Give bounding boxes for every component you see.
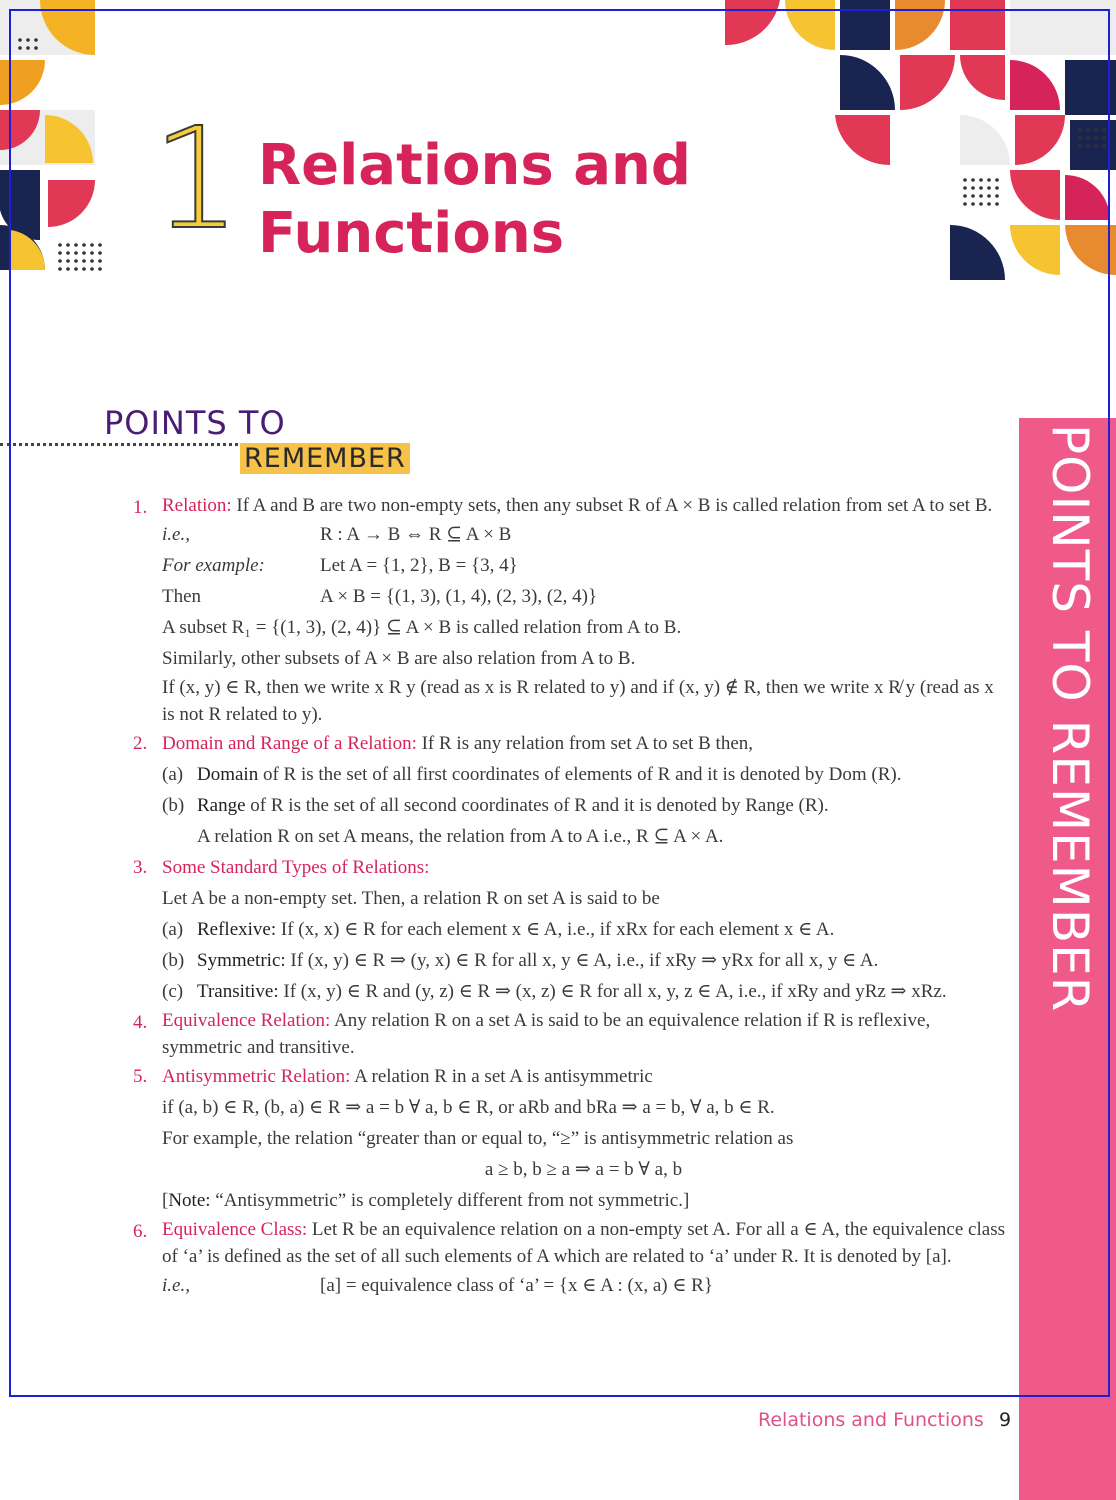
ie-label: i.e.,: [162, 524, 190, 545]
subpoint-text: of R is the set of all second coordinates of R and it is denoted by Range (R).: [245, 795, 829, 816]
section-heading-highlight: REMEMBER: [240, 443, 410, 474]
subpoint-text: of R is the set of all first coordinates of elements of R and it is denoted by Dom (R).: [258, 764, 902, 785]
then-value: A × B = {(1, 3), (1, 4), (2, 3), (2, 4)}: [320, 586, 598, 607]
example-row: [162, 550, 1005, 581]
point-number: 3.: [133, 857, 148, 878]
point-5: [133, 1061, 1005, 1216]
subpoint-c: [162, 976, 1005, 1007]
example-value: Let A = {1, 2}, B = {3, 4}: [320, 555, 518, 576]
dotted-divider: [0, 443, 238, 446]
section-heading: POINTS TO: [104, 404, 286, 442]
point-term: Some Standard Types of Relations:: [162, 857, 430, 878]
subpoint-a: [162, 759, 1005, 790]
chapter-title: [258, 132, 691, 268]
subpoint-label: (a): [162, 764, 184, 785]
ie-value: [a] = equivalence class of ‘a’ = {x ∈ A : (x, a) ∈ R}: [320, 1275, 713, 1296]
subpoint-term: Symmetric:: [197, 950, 286, 971]
point-line: Similarly, other subsets of A × B are also relation from A to B.: [162, 648, 636, 669]
point-text: A relation R in a set A is antisymmetric: [350, 1066, 653, 1087]
formula: a ≥ b, b ≥ a ⇒ a = b ∀ a, b: [484, 1159, 683, 1180]
subpoint-label: (c): [162, 981, 184, 1002]
subpoint-label: (b): [162, 795, 185, 816]
ie-value: R : A → B ⇔ R ⊆ A × B: [320, 524, 512, 545]
side-label: [1019, 418, 1116, 1038]
subpoint-text: If (x, y) ∈ R ⇒ (y, x) ∈ R for all x, y ∈ A, i.e., if xRy ⇒ yRx for all x, y ∈ A.: [285, 950, 879, 971]
point-number: 4.: [133, 1012, 148, 1033]
point-line: For example, the relation “greater than or equal to, “≥” is antisymmetric relation as: [162, 1128, 794, 1149]
point-term: Relation:: [162, 495, 232, 516]
point-term: Domain and Range of a Relation:: [162, 733, 417, 754]
ie-row: [162, 1270, 1005, 1301]
top-left-decoration: [0, 0, 130, 280]
subpoint-label: (a): [162, 919, 184, 940]
point-text: Any relation R on a set A is said to be an equivalence relation if R is reflexive, symmetric and transitive.: [162, 1010, 931, 1058]
ie-label: i.e.,: [162, 1275, 190, 1296]
subpoint-term: Reflexive:: [197, 919, 277, 940]
subpoint-b: [162, 790, 1005, 821]
subpoint-a: [162, 914, 1005, 945]
point-number: 6.: [133, 1221, 148, 1242]
point-4: [133, 1007, 1005, 1061]
subpoint-term: Range: [197, 795, 246, 816]
example-label: For example:: [162, 555, 265, 576]
ie-row: [162, 519, 1005, 550]
point-number: 5.: [133, 1066, 148, 1087]
point-term: Antisymmetric Relation:: [162, 1066, 351, 1087]
then-row: [162, 581, 1005, 612]
top-right-decoration: [725, 0, 1116, 280]
point-number: 2.: [133, 733, 148, 754]
chapter-number: 1: [152, 98, 242, 261]
side-label-text: POINTS TO REMEMBER: [1041, 424, 1099, 1013]
point-number: 1.: [133, 497, 148, 518]
point-text: Let R be an equivalence relation on a non-empty set A. For all a ∈ A, the equivalence class of ‘a’ is defined as the set of all such elements of A which are related to ‘a’ under R. It is denoted by [a].: [162, 1219, 1005, 1267]
subpoint-text: If (x, y) ∈ R and (y, z) ∈ R ⇒ (x, z) ∈ R for all x, y, z ∈ A, i.e., if xRy and yRz ⇒ xRz.: [278, 981, 947, 1002]
note-bracket: [: [162, 1190, 169, 1211]
subpoint-text: If (x, x) ∈ R for each element x ∈ A, i.e., if xRx for each element x ∈ A.: [276, 919, 835, 940]
point-text: Let A be a non-empty set. Then, a relation R on set A is said to be: [162, 888, 660, 909]
subpoint-term: Domain: [197, 764, 259, 785]
chapter-title-line1: Relations and: [258, 133, 691, 198]
point-6: [133, 1216, 1005, 1301]
note-text: “Antisymmetric” is completely different from not symmetric.]: [210, 1190, 690, 1211]
point-line: A subset R₁ = {(1, 3), (2, 4)} ⊆ A × B is called relation from A to B.: [162, 617, 682, 638]
point-line: if (a, b) ∈ R, (b, a) ∈ R ⇒ a = b ∀ a, b ∈ R, or aRb and bRa ⇒ a = b, ∀ a, b ∈ R.: [162, 1097, 775, 1118]
footer-title: Relations and Functions: [758, 1409, 984, 1431]
point-text: If A and B are two non-empty sets, then any subset R of A × B is called relation from set A to set B.: [231, 495, 993, 516]
point-line: If (x, y) ∈ R, then we write x R y (read as x is R related to y) and if (x, y) ∉ R, then we write x R̸ y (read as x is not R related to y).: [162, 677, 994, 725]
then-label: Then: [162, 586, 202, 607]
points-list: [133, 492, 1005, 1301]
point-1: [133, 492, 1005, 728]
point-text: If R is any relation from set A to set B then,: [416, 733, 754, 754]
note-label: Note:: [168, 1190, 211, 1211]
subpoint-label: (b): [162, 950, 185, 971]
point-term: Equivalence Class:: [162, 1219, 308, 1240]
subpoint-term: Transitive:: [197, 981, 279, 1002]
point-3: [133, 852, 1005, 1007]
subpoint-b: [162, 945, 1005, 976]
point-note: [162, 1185, 1005, 1216]
point-term: Equivalence Relation:: [162, 1010, 331, 1031]
chapter-title-line2: Functions: [258, 201, 565, 266]
page-number: 9: [999, 1409, 1012, 1431]
point-2: [133, 728, 1005, 852]
point-note: A relation R on set A means, the relation from A to A i.e., R ⊆ A × A.: [197, 826, 724, 847]
